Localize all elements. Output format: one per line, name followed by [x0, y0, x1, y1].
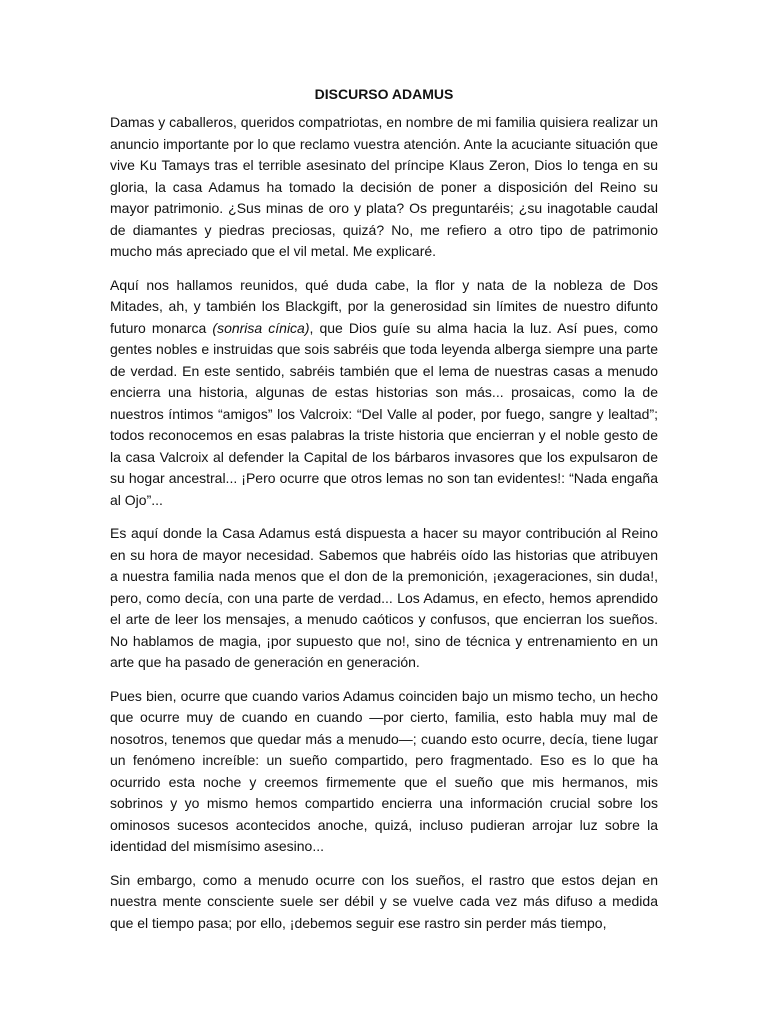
paragraph-1: Damas y caballeros, queridos compatriotas, en nombre de mi familia quisiera realizar un anuncio importante por lo que reclamo vuestra atención. Ante la acuciante situación que vive Ku Tamays tras el terrible asesinato del príncipe Klaus Zeron, Dios lo tenga en su gloria, la casa Adamus ha tomado la decisión de poner a disposición del Reino su mayor patrimonio. ¿Sus minas de oro y plata? Os preguntaréis; ¿su inagotable caudal de diamantes y piedras preciosas, quizá? No, me refiero a otro tipo de patrimonio mucho más apreciado que el vil metal. Me explicaré.: [110, 114, 658, 259]
paragraph-2-italic-aside: (sonrisa cínica): [212, 319, 310, 336]
paragraph-5: Sin embargo, como a menudo ocurre con los sueños, el rastro que estos dejan en nuestra mente consciente suele ser débil y se vuelve cada vez más difuso a medida que el tiempo pasa; por ello, ¡debemos seguir ese rastro sin perder más tiempo,: [110, 871, 658, 931]
paragraph-2: [110, 275, 658, 512]
document-page: [110, 84, 658, 946]
paragraph-3: Es aquí donde la Casa Adamus está dispuesta a hacer su mayor contribución al Reino en su hora de mayor necesidad. Sabemos que habréis oído las historias que atribuyen a nuestra familia nada menos que el don de la premonición, ¡exageraciones, sin duda!, pero, como decía, con una parte de verdad... Los Adamus, en efecto, hemos aprendido el arte de leer los mensajes, a menudo caóticos y confusos, que encierran los sueños. No hablamos de magia, ¡por supuesto que no!, sino de técnica y entrenamiento en un arte que ha pasado de generación en generación.: [110, 525, 658, 670]
paragraph-2-text-before: Aquí nos hallamos reunidos, qué duda cabe, la flor y nata de la nobleza de Dos Mitades, ah, y también los Blackgift, por la generosidad sin límites de nuestro difunto futuro monarca: [110, 276, 658, 336]
document-title: DISCURSO ADAMUS: [314, 86, 454, 102]
paragraph-2-text-after: , que Dios guíe su alma hacia la luz. Así pues, como gentes nobles e instruidas que sois sabréis que toda leyenda alberga siempre una parte de verdad. En este sentido, sabréis también que el lema de nuestras casas a menudo encierra una historia, algunas de estas historias son más... prosaicas, como la de nuestros íntimos “amigos” los Valcroix: “Del Valle al poder, por fuego, sangre y lealtad”; todos reconocemos en esas palabras la triste historia que encierran y el noble gesto de la casa Valcroix al defender la Capital de los bárbaros invasores que los expulsaron de su hogar ancestral... ¡Pero ocurre que otros lemas no son tan evidentes!: “Nada engaña al Ojo”...: [110, 319, 658, 508]
paragraph-4: Pues bien, ocurre que cuando varios Adamus coinciden bajo un mismo techo, un hecho que ocurre muy de cuando en cuando —por cierto, familia, esto habla muy mal de nosotros, tenemos que quedar más a menudo—; cuando esto ocurre, decía, tiene lugar un fenómeno increíble: un sueño compartido, pero fragmentado. Eso es lo que ha ocurrido esta noche y creemos firmemente que el sueño que mis hermanos, mis sobrinos y yo mismo hemos compartido encierra una información crucial sobre los ominosos sucesos acontecidos anoche, quizá, incluso pudieran arrojar luz sobre la identidad del mismísimo asesino...: [110, 687, 658, 854]
